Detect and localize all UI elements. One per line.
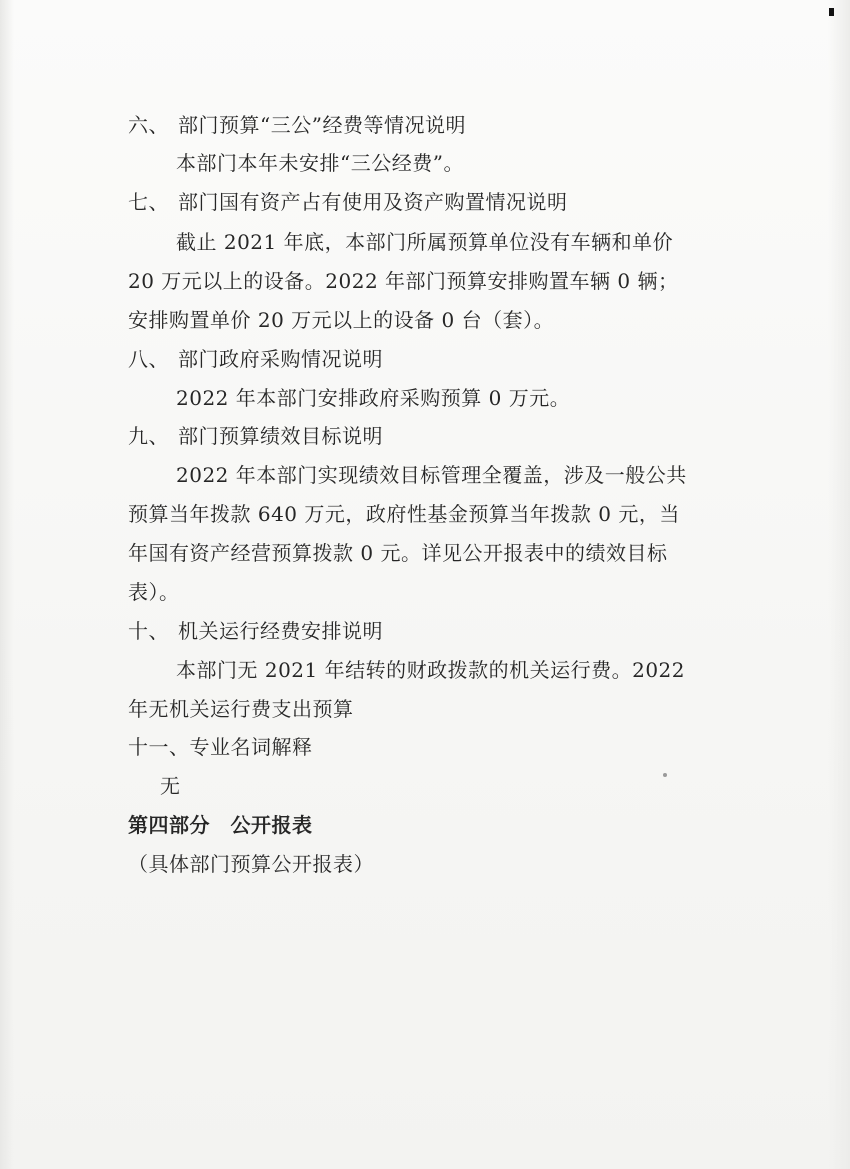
section-8-heading xyxy=(128,345,383,373)
section-number: 六、 xyxy=(128,113,169,137)
section-6-heading xyxy=(128,111,466,139)
paragraph-line: 2022 年本部门安排政府采购预算 0 万元。 xyxy=(176,386,571,410)
section-7-heading xyxy=(128,188,568,216)
section-11-heading: 十一、专业名词解释 xyxy=(128,735,313,759)
part-4-title: 第四部分 公开报表 xyxy=(128,813,313,837)
scan-speck xyxy=(663,773,667,777)
paragraph-line: 无 xyxy=(160,774,181,798)
paragraph-line: 预算当年拨款 640 万元，政府性基金预算当年拨款 0 元，当 xyxy=(128,502,680,526)
section-10-heading xyxy=(128,617,383,645)
section-number: 九、 xyxy=(128,424,169,448)
paragraph-line: 2022 年本部门实现绩效目标管理全覆盖，涉及一般公共 xyxy=(176,463,687,487)
paragraph-line: 本部门本年未安排“三公经费”。 xyxy=(176,151,464,175)
paragraph-line: 20 万元以上的设备。2022 年部门预算安排购置车辆 0 辆； xyxy=(128,269,679,293)
paragraph-line: 年国有资产经营预算拨款 0 元。详见公开报表中的绩效目标 xyxy=(128,541,668,565)
section-title: 部门政府采购情况说明 xyxy=(178,347,383,371)
paragraph-line: 安排购置单价 20 万元以上的设备 0 台（套）。 xyxy=(128,308,555,332)
section-number: 八、 xyxy=(128,347,169,371)
paragraph-line: 表）。 xyxy=(128,580,180,604)
section-number: 七、 xyxy=(128,190,169,214)
paragraph-line: 年无机关运行费支出预算 xyxy=(128,697,354,721)
section-title: 部门预算绩效目标说明 xyxy=(178,424,383,448)
scan-edge-right xyxy=(828,0,850,1169)
scan-corner-mark xyxy=(829,8,834,16)
section-title: 部门国有资产占有使用及资产购置情况说明 xyxy=(178,190,568,214)
section-title: 机关运行经费安排说明 xyxy=(178,619,383,643)
paragraph-line: 截止 2021 年底，本部门所属预算单位没有车辆和单价 xyxy=(176,230,674,254)
scan-edge-left xyxy=(0,0,14,1169)
section-number: 十、 xyxy=(128,619,169,643)
section-title: 部门预算“三公”经费等情况说明 xyxy=(178,113,466,137)
paragraph-line: 本部门无 2021 年结转的财政拨款的机关运行费。2022 xyxy=(176,658,686,682)
part-4-note: （具体部门预算公开报表） xyxy=(128,852,374,876)
section-9-heading xyxy=(128,422,383,450)
